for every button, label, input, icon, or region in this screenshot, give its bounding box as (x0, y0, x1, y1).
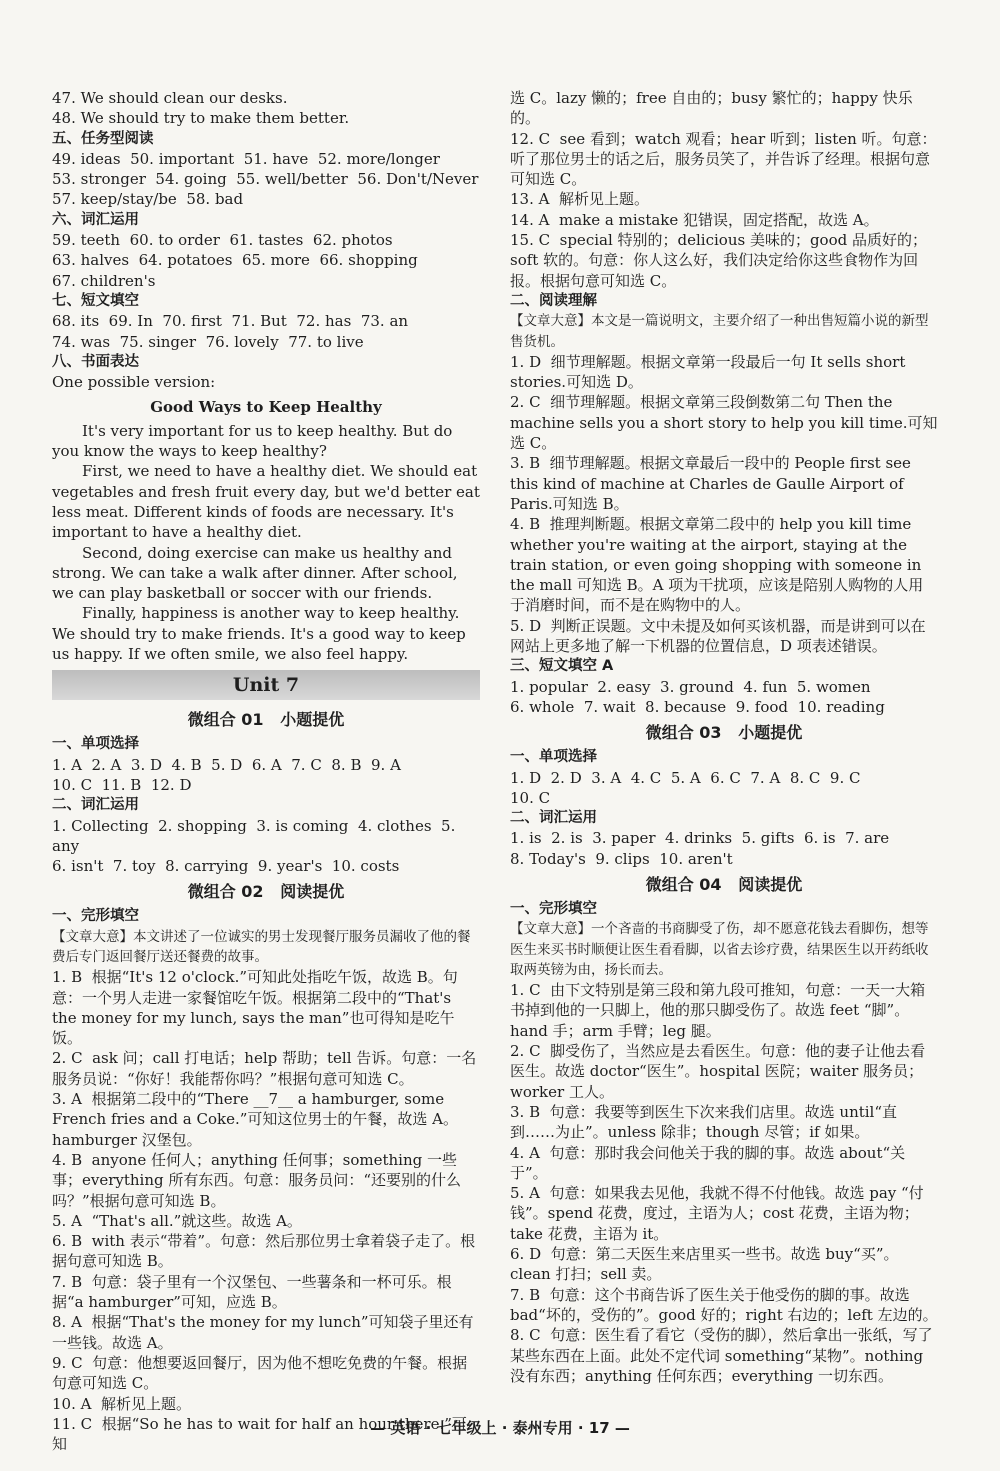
left-text-4: 53. stronger 54. going 55. well/better 56. Don't/Never (52, 170, 479, 189)
right-text-31: 7. B 句意：这个书商告诉了医生关于他受伤的脚的事。故选 bad“坏的，受伤的”。good 好的；right 右边的；left 左边的。 (510, 1285, 938, 1324)
right-h-12: 三、短文填空 A (510, 658, 614, 675)
right-text-2: 13. A 解析见上题。 (510, 190, 649, 209)
right-text-0: 选 C。lazy 懒的；free 自由的；busy 繁忙的；happy 快乐的。 (510, 89, 913, 128)
left-p-19: Finally, happiness is another way to keep healthy. We should try to make friends. It's a good way to keep us happy. If we often smile, we also feel happy. (52, 604, 471, 664)
right-text-11: 5. D 判断正误题。文中未提及如何买该机器，而是讲到可以在网站上更多地了解一下机器的位置信息，D 项表述错误。 (510, 616, 926, 656)
left-h-10: 七、短文填空 (52, 292, 139, 309)
left-text-5: 57. keep/stay/be 58. bad (52, 190, 244, 209)
left-text-32: 2. C ask 问；call 打电话；help 帮助；tell 告诉。句意：一名服务员说：“你好！我能帮你吗？”根据句意可知选 C。 (52, 1049, 477, 1088)
left-text-8: 63. halves 64. potatoes 65. more 66. shopping (52, 251, 418, 270)
left-text-3: 49. ideas 50. important 51. have 52. more/longer (52, 149, 440, 168)
left-text-12: 74. was 75. singer 76. lovely 77. to live (52, 332, 364, 351)
left-text-23: 1. A 2. A 3. D 4. B 5. D 6. A 7. C 8. B 9. A (52, 755, 401, 774)
left-text-36: 6. B with 表示“带着”。句意：然后那位男士拿着袋子走了。根据句意可知选 B。 (52, 1232, 476, 1271)
left-column (52, 88, 485, 1454)
right-text-28: 4. A 句意：那时我会问他关于我的脚的事。故选 about“关于”。 (510, 1143, 906, 1182)
right-group-22: 微组合 04 阅读提优 (645, 874, 803, 894)
left-p-17: First, we need to have a healthy diet. We should eat vegetables and fresh fruit every day, but we'd better eat less meat. Different kinds of foods are necessary. It's important to have a healthy diet. (52, 462, 485, 542)
right-text-26: 2. C 脚受伤了，当然应是去看医生。句意：他的妻子让他去看医生。故选 doctor“医生”。hospital 医院；waiter 服务员；worker 工人。 (510, 1042, 926, 1101)
right-h-5: 二、阅读理解 (510, 292, 597, 309)
right-text-32: 8. C 句意：医生看了看它（受伤的脚），然后拿出一张纸，写了某些东西在上面。此处不定代词 something“某物”。nothing 没有东西；anything 任何东西；everything 一切东西。 (510, 1326, 933, 1385)
left-h-22: 一、单项选择 (52, 736, 139, 753)
left-text-34: 4. B anyone 任何人；anything 任何事；something 一些事；everything 所有东西。句意：服务员问：“还要别的什么吗？”根据句意可知选 B。 (52, 1150, 462, 1210)
left-text-24: 10. C 11. B 12. D (52, 775, 192, 794)
left-h-25: 二、词汇运用 (52, 797, 139, 814)
right-text-14: 6. whole 7. wait 8. because 9. food 10. reading (510, 697, 885, 716)
left-h-13: 八、书面表达 (52, 353, 139, 370)
page-footer: — 英语 · 七年级上 · 泰州专用 · 17 — (370, 1419, 630, 1437)
left-unit-20: Unit 7 (52, 670, 480, 700)
right-text-21: 8. Today's 9. clips 10. aren't (510, 849, 733, 868)
right-text-10: 4. B 推理判断题。根据文章第二段中的 help you kill time whether you're waiting at the airport, staying at the train station, or even going shopping with someone in the mall 可知选 B。A 项为干扰项，应该是陪别人购物的人用于消磨时间，而不是在购物中的人。 (510, 515, 927, 615)
left-summ-30: 【文章大意】本文讲述了一位诚实的男士发现餐厅服务员漏收了他的餐费后专门返回餐厅送还餐费的故事。 (52, 928, 471, 965)
right-column (510, 88, 938, 1386)
right-h-19: 二、词汇运用 (510, 810, 597, 827)
left-text-11: 68. its 69. In 70. first 71. But 72. has 73. an (52, 312, 409, 331)
left-p-18: Second, doing exercise can make us healthy and strong. We can take a walk after dinner. After school, we can play basketball or soccer with our friends. (52, 543, 463, 603)
left-text-9: 67. children's (52, 271, 156, 290)
right-text-8: 2. C 细节理解题。根据文章第三段倒数第二句 Then the machine sells you a short story to help you kill time.可知选 C。 (510, 393, 938, 453)
right-summ-24: 【文章大意】一个吝啬的书商脚受了伤，却不愿意花钱去看脚伤，想等医生来买书时顺便让医生看看脚，以省去诊疗费，结果医生以开药纸收取两英镑为由，扬长而去。 (510, 921, 929, 978)
left-text-27: 6. isn't 7. toy 8. carrying 9. year's 10. costs (52, 857, 400, 876)
right-text-29: 5. A 句意：如果我去见他，我就不得不付他钱。故选 pay “付钱”。spend 花费，度过，主语为人；cost 花费，主语为物；take 花费，主语为 it。 (510, 1184, 924, 1243)
right-summ-6: 【文章大意】本文是一篇说明文，主要介绍了一种出售短篇小说的新型售货机。 (510, 313, 929, 350)
right-text-25: 1. C 由下文特别是第三段和第九段可推知，句意：一天一大箱书掉到他的一只脚上，他的那只脚受伤了。故选 feet “脚”。hand 手；arm 手臂；leg 腿。 (510, 981, 926, 1040)
left-text-26: 1. Collecting 2. shopping 3. is coming 4. clothes 5. any (52, 816, 461, 855)
left-h-29: 一、完形填空 (52, 908, 139, 925)
left-text-14: One possible version: (52, 373, 216, 392)
left-title-15: Good Ways to Keep Healthy (150, 398, 382, 417)
left-text-35: 5. A “That's all.”就这些。故选 A。 (52, 1211, 302, 1230)
left-text-38: 8. A 根据“That's the money for my lunch”可知袋子里还有一些钱。故选 A。 (52, 1313, 474, 1352)
left-group-28: 微组合 02 阅读提优 (187, 882, 345, 902)
left-text-1: 48. We should try to make them better. (52, 109, 350, 128)
left-text-40: 10. A 解析见上题。 (52, 1394, 191, 1413)
right-h-16: 一、单项选择 (510, 749, 597, 766)
left-text-31: 1. B 根据“It's 12 o'clock.”可知此处指吃午饭，故选 B。句意：一个男人走进一家餐馆吃午饭。根据第二段中的“That's the money for my lunch, says the man”也可得知是吃午饭。 (52, 968, 458, 1048)
left-text-33: 3. A 根据第二段中的“There __7__ a hamburger, some French fries and a Coke.”可知这位男士的午餐，故选 A。hamburger 汉堡包。 (52, 1090, 459, 1149)
left-text-41: 11. C 根据“So he has to wait for half an hour there.”可知 (52, 1414, 467, 1454)
left-text-37: 7. B 句意：袋子里有一个汉堡包、一些薯条和一杯可乐。根据“a hamburger”可知，应选 B。 (52, 1272, 452, 1312)
right-text-30: 6. D 句意：第二天医生来店里买一些书。故选 buy“买”。clean 打扫；sell 卖。 (510, 1245, 899, 1284)
right-text-7: 1. D 细节理解题。根据文章第一段最后一句 It sells short stories.可知选 D。 (510, 352, 911, 392)
left-text-0: 47. We should clean our desks. (52, 89, 288, 107)
left-text-7: 59. teeth 60. to order 61. tastes 62. photos (52, 231, 393, 250)
left-h-6: 六、词汇运用 (52, 211, 139, 228)
left-text-39: 9. C 句意：他想要返回餐厅，因为他不想吃免费的午餐。根据句意可知选 C。 (52, 1353, 468, 1393)
left-h-2: 五、任务型阅读 (52, 130, 154, 147)
right-text-1: 12. C see 看到；watch 观看；hear 听到；listen 听。句意：听了那位男士的话之后，服务员笑了，并告诉了经理。根据句意可知选 C。 (510, 129, 937, 189)
right-h-23: 一、完形填空 (510, 900, 597, 917)
right-text-17: 1. D 2. D 3. A 4. C 5. A 6. C 7. A 8. C 9. C (510, 768, 861, 787)
right-text-9: 3. B 细节理解题。根据文章最后一段中的 People first see this kind of machine at Charles de Gaulle Airport of Paris.可知选 B。 (510, 454, 916, 513)
right-text-20: 1. is 2. is 3. paper 4. drinks 5. gifts 6. is 7. are (510, 829, 890, 848)
right-text-18: 10. C (510, 788, 551, 807)
right-group-15: 微组合 03 小题提优 (645, 723, 803, 743)
right-text-4: 15. C special 特别的；delicious 美味的；good 品质好的；soft 软的。句意：你人这么好，我们决定给你这些食物作为回报。根据句意可知选 C。 (510, 231, 927, 290)
left-p-16: It's very important for us to keep healthy. But do you know the ways to keep healthy? (52, 421, 458, 461)
right-text-13: 1. popular 2. easy 3. ground 4. fun 5. women (510, 677, 871, 696)
right-text-3: 14. A make a mistake 犯错误，固定搭配，故选 A。 (510, 210, 879, 229)
right-text-27: 3. B 句意：我要等到医生下次来我们店里。故选 until“直到……为止”。unless 除非；though 尽管；if 如果。 (510, 1102, 898, 1142)
left-group-21: 微组合 01 小题提优 (187, 710, 345, 730)
